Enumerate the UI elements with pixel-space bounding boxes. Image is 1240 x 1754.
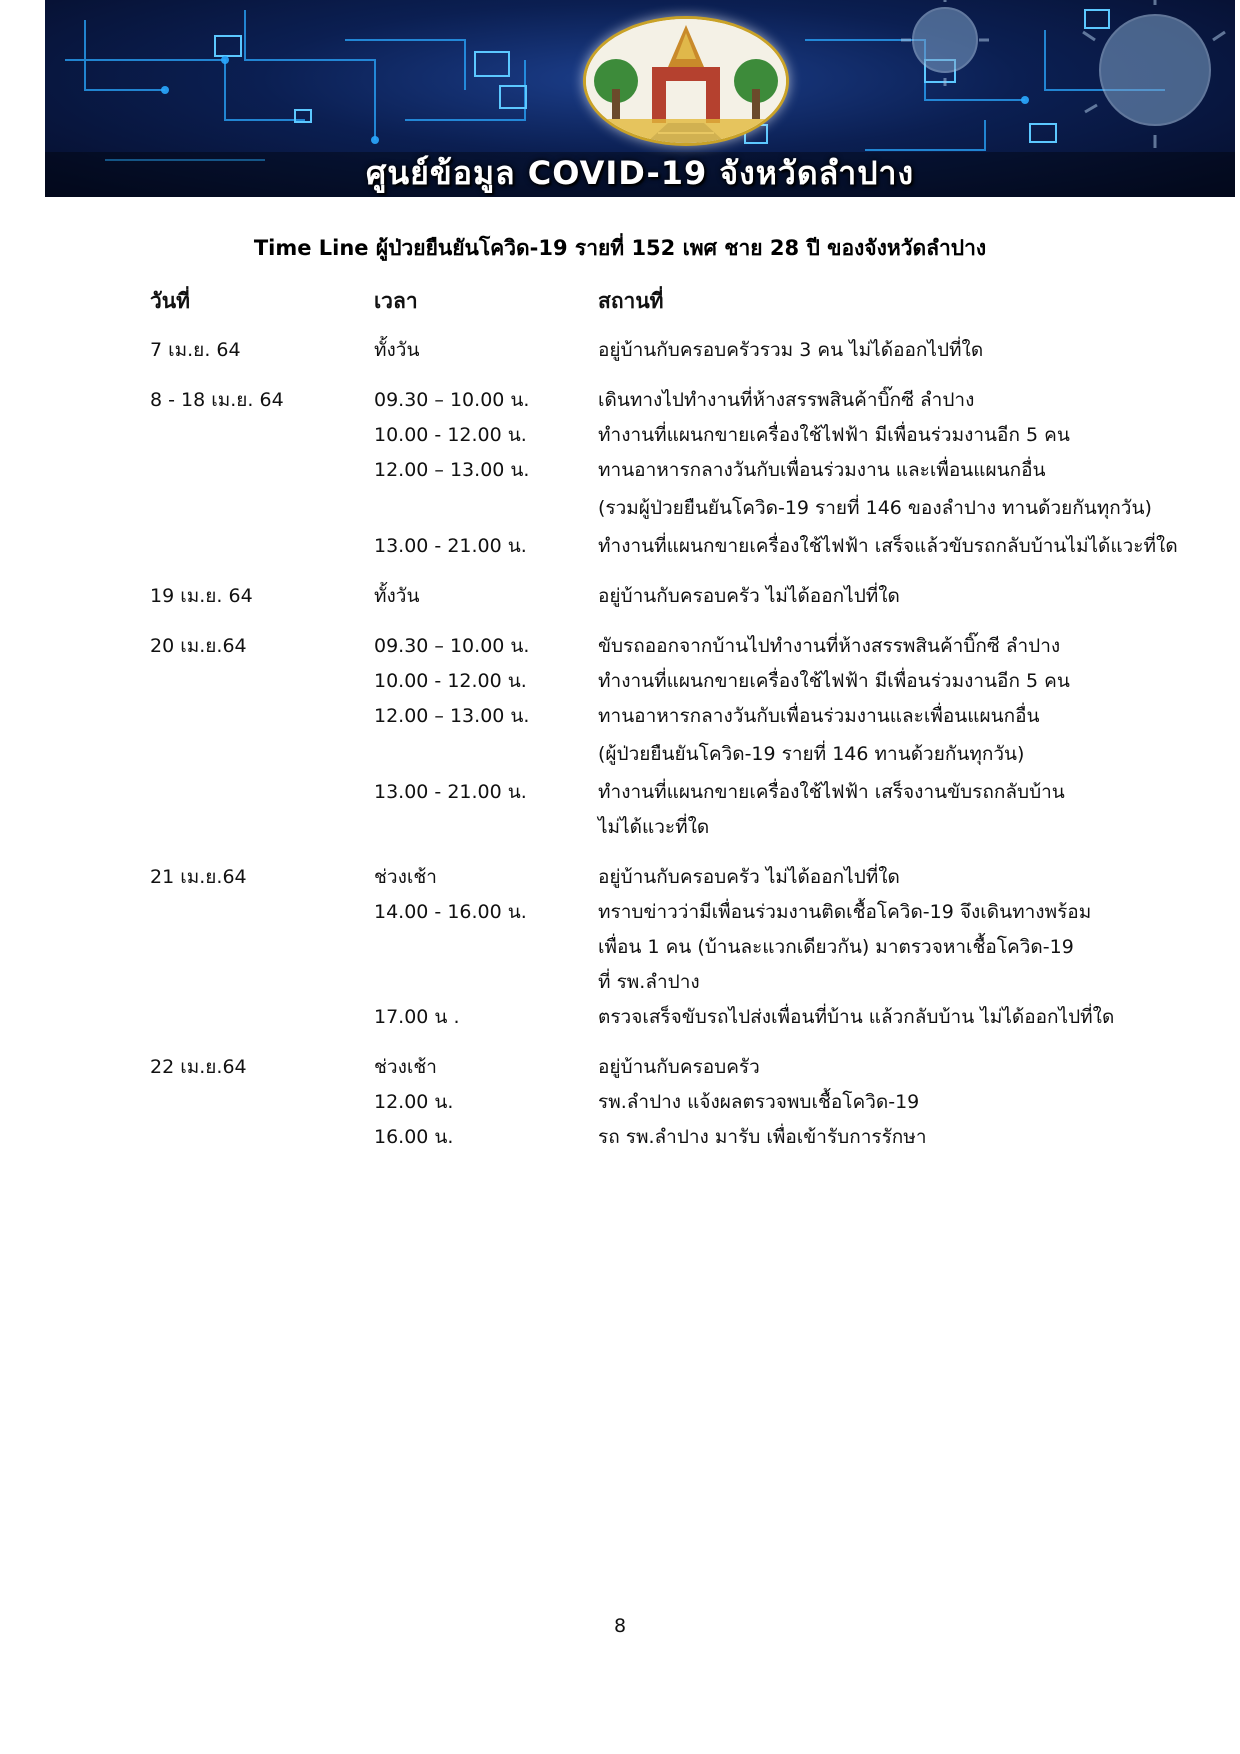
row-place: ที่ รพ.ลำปาง — [598, 971, 700, 993]
row-time: 09.30 – 10.00 น. — [374, 389, 530, 411]
header-place: สถานที่ — [598, 289, 664, 313]
table-row — [150, 333, 1180, 368]
row-date: 22 เม.ย.64 — [150, 1056, 247, 1078]
page-number: 8 — [613, 1615, 627, 1637]
row-place: เพื่อน 1 คน (บ้านละแวกเดียวกัน) มาตรวจหาเชื้อโควิด-19 — [598, 936, 1074, 958]
table-row — [150, 1085, 1180, 1120]
row-time: 13.00 - 21.00 น. — [374, 781, 527, 803]
row-place: ทำงานที่แผนกขายเครื่องใช้ไฟฟ้า เสร็จงานขับรถกลับบ้าน — [598, 781, 1065, 803]
province-seal-icon — [583, 16, 789, 146]
row-place: ทานอาหารกลางวันกับเพื่อนร่วมงานและเพื่อนแผนกอื่น — [598, 705, 1040, 727]
row-time: 12.00 – 13.00 น. — [374, 459, 530, 481]
table-row — [150, 1050, 1180, 1085]
row-time: 16.00 น. — [374, 1126, 454, 1148]
row-time: ทั้งวัน — [374, 585, 420, 607]
table-row — [150, 579, 1180, 614]
row-time: 12.00 น. — [374, 1091, 454, 1113]
row-date: 20 เม.ย.64 — [150, 635, 247, 657]
table-row — [150, 418, 1180, 453]
table-row — [150, 699, 1180, 737]
table-row — [150, 491, 1180, 529]
timeline-group — [150, 383, 1180, 564]
row-place: ทำงานที่แผนกขายเครื่องใช้ไฟฟ้า มีเพื่อนร่วมงานอีก 5 คน — [598, 424, 1070, 446]
table-row — [150, 965, 1180, 1000]
row-place: ขับรถออกจากบ้านไปทำงานที่ห้างสรรพสินค้าบิ๊กซี ลำปาง — [598, 635, 1061, 657]
row-place: (ผู้ป่วยยืนยันโควิด-19 รายที่ 146 ทานด้วยกันทุกวัน) — [598, 743, 1025, 765]
table-row — [150, 895, 1180, 930]
row-date: 7 เม.ย. 64 — [150, 339, 241, 361]
table-row — [150, 810, 1180, 845]
row-time: 12.00 – 13.00 น. — [374, 705, 530, 727]
row-place: ทำงานที่แผนกขายเครื่องใช้ไฟฟ้า เสร็จแล้วขับรถกลับบ้านไม่ได้แวะที่ใด — [598, 535, 1178, 557]
table-row — [150, 930, 1180, 965]
row-time: 10.00 - 12.00 น. — [374, 424, 527, 446]
timeline-table — [150, 285, 1180, 1170]
row-date: 21 เม.ย.64 — [150, 866, 247, 888]
banner-caption: ศูนย์ข้อมูล COVID-19 จังหวัดลำปาง — [365, 154, 915, 192]
row-place: รพ.ลำปาง แจ้งผลตรวจพบเชื้อโควิด-19 — [598, 1091, 920, 1113]
row-place: อยู่บ้านกับครอบครัว — [598, 1056, 760, 1078]
row-place: ตรวจเสร็จขับรถไปส่งเพื่อนที่บ้าน แล้วกลับบ้าน ไม่ได้ออกไปที่ใด — [598, 1006, 1115, 1028]
table-row — [150, 860, 1180, 895]
row-place: ทราบข่าวว่ามีเพื่อนร่วมงานติดเชื้อโควิด-19 จึงเดินทางพร้อม — [598, 901, 1092, 923]
header-date: วันที่ — [150, 289, 190, 313]
row-place: อยู่บ้านกับครอบครัวรวม 3 คน ไม่ได้ออกไปที่ใด — [598, 339, 984, 361]
row-date: 19 เม.ย. 64 — [150, 585, 253, 607]
row-place: ทำงานที่แผนกขายเครื่องใช้ไฟฟ้า มีเพื่อนร่วมงานอีก 5 คน — [598, 670, 1070, 692]
timeline-group — [150, 579, 1180, 614]
row-time: 09.30 – 10.00 น. — [374, 635, 530, 657]
table-row — [150, 453, 1180, 491]
row-time: 13.00 - 21.00 น. — [374, 535, 527, 557]
row-time: ช่วงเช้า — [374, 866, 437, 888]
table-row — [150, 383, 1180, 418]
table-row — [150, 1120, 1180, 1155]
row-place: ไม่ได้แวะที่ใด — [598, 816, 710, 838]
row-place: (รวมผู้ป่วยยืนยันโควิด-19 รายที่ 146 ของลำปาง ทานด้วยกันทุกวัน) — [598, 497, 1152, 519]
header-banner — [45, 0, 1235, 197]
table-header-row — [150, 285, 1180, 333]
row-date: 8 - 18 เม.ย. 64 — [150, 389, 284, 411]
page-title: Time Line ผู้ป่วยยืนยันโควิด-19 รายที่ 152 เพศ ชาย 28 ปี ของจังหวัดลำปาง — [253, 236, 987, 260]
table-row — [150, 737, 1180, 775]
table-row — [150, 664, 1180, 699]
table-row — [150, 1000, 1180, 1035]
timeline-group — [150, 333, 1180, 368]
row-time: 17.00 น . — [374, 1006, 460, 1028]
timeline-group — [150, 860, 1180, 1035]
row-place: รถ รพ.ลำปาง มารับ เพื่อเข้ารับการรักษา — [598, 1126, 927, 1148]
row-time: ทั้งวัน — [374, 339, 420, 361]
row-time: 10.00 - 12.00 น. — [374, 670, 527, 692]
row-place: ทานอาหารกลางวันกับเพื่อนร่วมงาน และเพื่อนแผนกอื่น — [598, 459, 1046, 481]
header-time: เวลา — [374, 289, 418, 313]
timeline-group — [150, 629, 1180, 845]
row-place: อยู่บ้านกับครอบครัว ไม่ได้ออกไปที่ใด — [598, 866, 900, 888]
timeline-group — [150, 1050, 1180, 1155]
row-place: เดินทางไปทำงานที่ห้างสรรพสินค้าบิ๊กซี ลำปาง — [598, 389, 975, 411]
row-place: อยู่บ้านกับครอบครัว ไม่ได้ออกไปที่ใด — [598, 585, 900, 607]
row-time: 14.00 - 16.00 น. — [374, 901, 527, 923]
table-row — [150, 775, 1180, 810]
row-time: ช่วงเช้า — [374, 1056, 437, 1078]
table-row — [150, 629, 1180, 664]
table-row — [150, 529, 1180, 564]
